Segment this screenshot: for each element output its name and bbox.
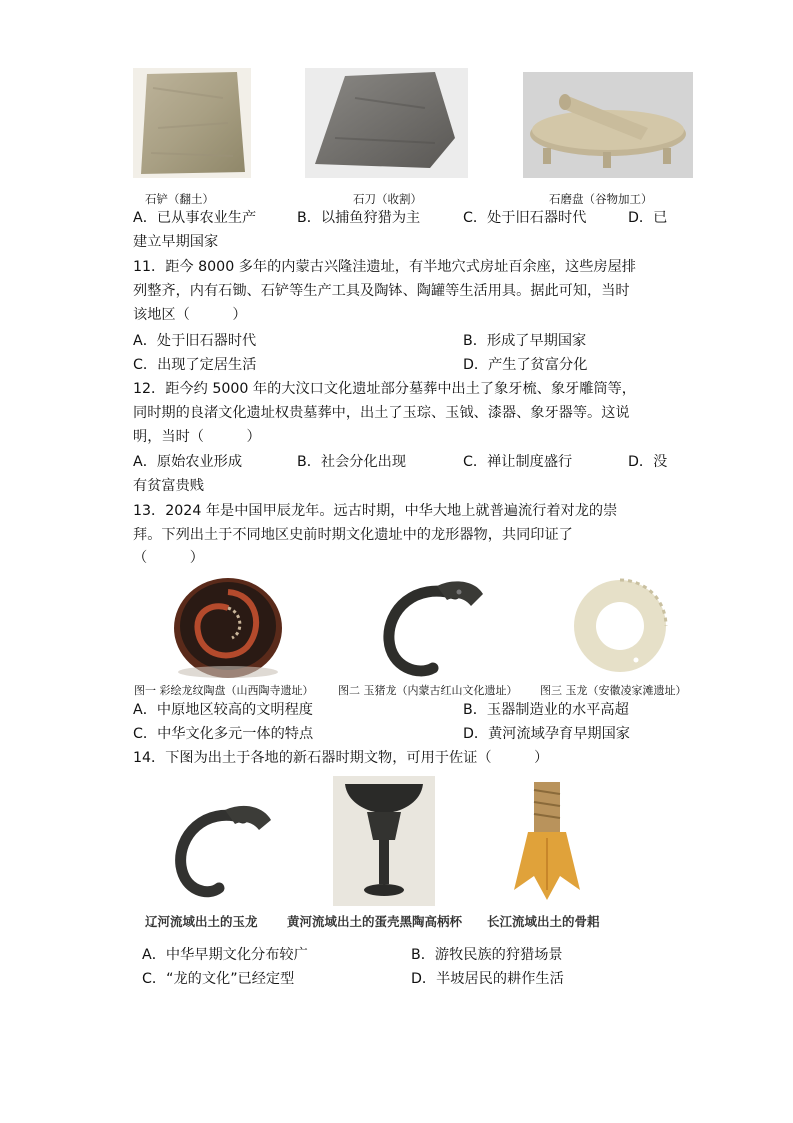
q13-stem-line-2: 拜。下列出土于不同地区史前时期文化遗址中的龙形器物，共同印证了	[133, 527, 573, 543]
q13-figure-2-caption: 图二 玉猪龙（内蒙古红山文化遗址）	[338, 684, 518, 697]
q12-option-c[interactable]: C．禅让制度盛行	[463, 454, 573, 470]
stone-knife-photo	[305, 68, 468, 178]
q14-option-b[interactable]: B．游牧民族的狩猎场景	[411, 947, 563, 963]
q14-stem: 14．下图为出土于各地的新石器时期文物，可用于佐证（ ）	[133, 750, 549, 766]
q12-option-d-continued: 有贫富贵贱	[133, 478, 204, 494]
q11-option-b[interactable]: B．形成了早期国家	[463, 333, 587, 349]
q14-option-a[interactable]: A．中华早期文化分布较广	[142, 947, 308, 963]
q11-option-a[interactable]: A．处于旧石器时代	[133, 333, 257, 349]
jade-pig-dragon-photo	[375, 572, 490, 684]
q11-stem-line-2: 列整齐，内有石锄、石铲等生产工具及陶钵、陶罐等生活用具。据此可知，当时	[133, 283, 630, 299]
q10-option-d-continued: 建立早期国家	[133, 234, 219, 250]
liao-river-jade-dragon-photo	[165, 796, 277, 906]
q12-stem-line-1: 12．距今约 5000 年的大汶口文化遗址部分墓葬中出土了象牙梳、象牙雕筒等，	[133, 381, 636, 397]
q14-jade-dragon-caption: 辽河流域出土的玉龙	[145, 914, 258, 929]
q11-option-d[interactable]: D．产生了贫富分化	[463, 357, 588, 373]
grinding-slab-caption: 石磨盘（谷物加工）	[549, 192, 653, 206]
stone-shovel-photo	[133, 68, 251, 178]
q14-pottery-cup-caption: 黄河流域出土的蛋壳黑陶高柄杯	[287, 914, 463, 929]
bone-spade-photo	[504, 780, 590, 906]
jade-dragon-ring-photo	[566, 572, 674, 678]
eggshell-black-pottery-cup-photo	[333, 776, 435, 906]
painted-dragon-plate-photo	[172, 572, 284, 680]
q11-stem-line-1: 11．距今 8000 多年的内蒙古兴隆洼遗址，有半地穴式房址百余座，这些房屋排	[133, 259, 636, 275]
q13-figure-3-caption: 图三 玉龙（安徽凌家滩遗址）	[540, 684, 687, 697]
q10-option-d[interactable]: D．已	[628, 210, 668, 226]
q13-stem-line-1: 13．2024 年是中国甲辰龙年。远古时期，中华大地上就普遍流行着对龙的崇	[133, 503, 618, 519]
q12-stem-line-2: 同时期的良渚文化遗址权贵墓葬中，出土了玉琮、玉钺、漆器、象牙器等。这说	[133, 405, 630, 421]
q13-stem-line-3: （ ）	[133, 550, 204, 566]
q13-option-c[interactable]: C．中华文化多元一体的特点	[133, 726, 314, 742]
q11-stem-line-3: 该地区（ ）	[133, 307, 247, 323]
q14-option-c[interactable]: C．“龙的文化”已经定型	[142, 971, 295, 987]
q12-stem-line-3: 明，当时（ ）	[133, 429, 261, 445]
q13-option-d[interactable]: D．黄河流域孕育早期国家	[463, 726, 630, 742]
q10-option-a[interactable]: A．已从事农业生产	[133, 210, 257, 226]
q12-option-d[interactable]: D．没	[628, 454, 668, 470]
q10-option-b[interactable]: B．以捕鱼狩猎为主	[297, 210, 421, 226]
q13-figure-1-caption: 图一 彩绘龙纹陶盘（山西陶寺遗址）	[134, 684, 314, 697]
q10-option-c[interactable]: C．处于旧石器时代	[463, 210, 587, 226]
q13-option-a[interactable]: A．中原地区较高的文明程度	[133, 702, 313, 718]
q14-option-d[interactable]: D．半坡居民的耕作生活	[411, 971, 564, 987]
shovel-caption: 石铲（翻土）	[145, 192, 214, 206]
q14-bone-spade-caption: 长江流域出土的骨耜	[487, 914, 600, 929]
q11-option-c[interactable]: C．出现了定居生活	[133, 357, 257, 373]
knife-caption: 石刀（收割）	[353, 192, 422, 206]
grinding-slab-photo	[523, 72, 693, 178]
q12-option-b[interactable]: B．社会分化出现	[297, 454, 407, 470]
q13-option-b[interactable]: B．玉器制造业的水平高超	[463, 702, 629, 718]
q12-option-a[interactable]: A．原始农业形成	[133, 454, 243, 470]
